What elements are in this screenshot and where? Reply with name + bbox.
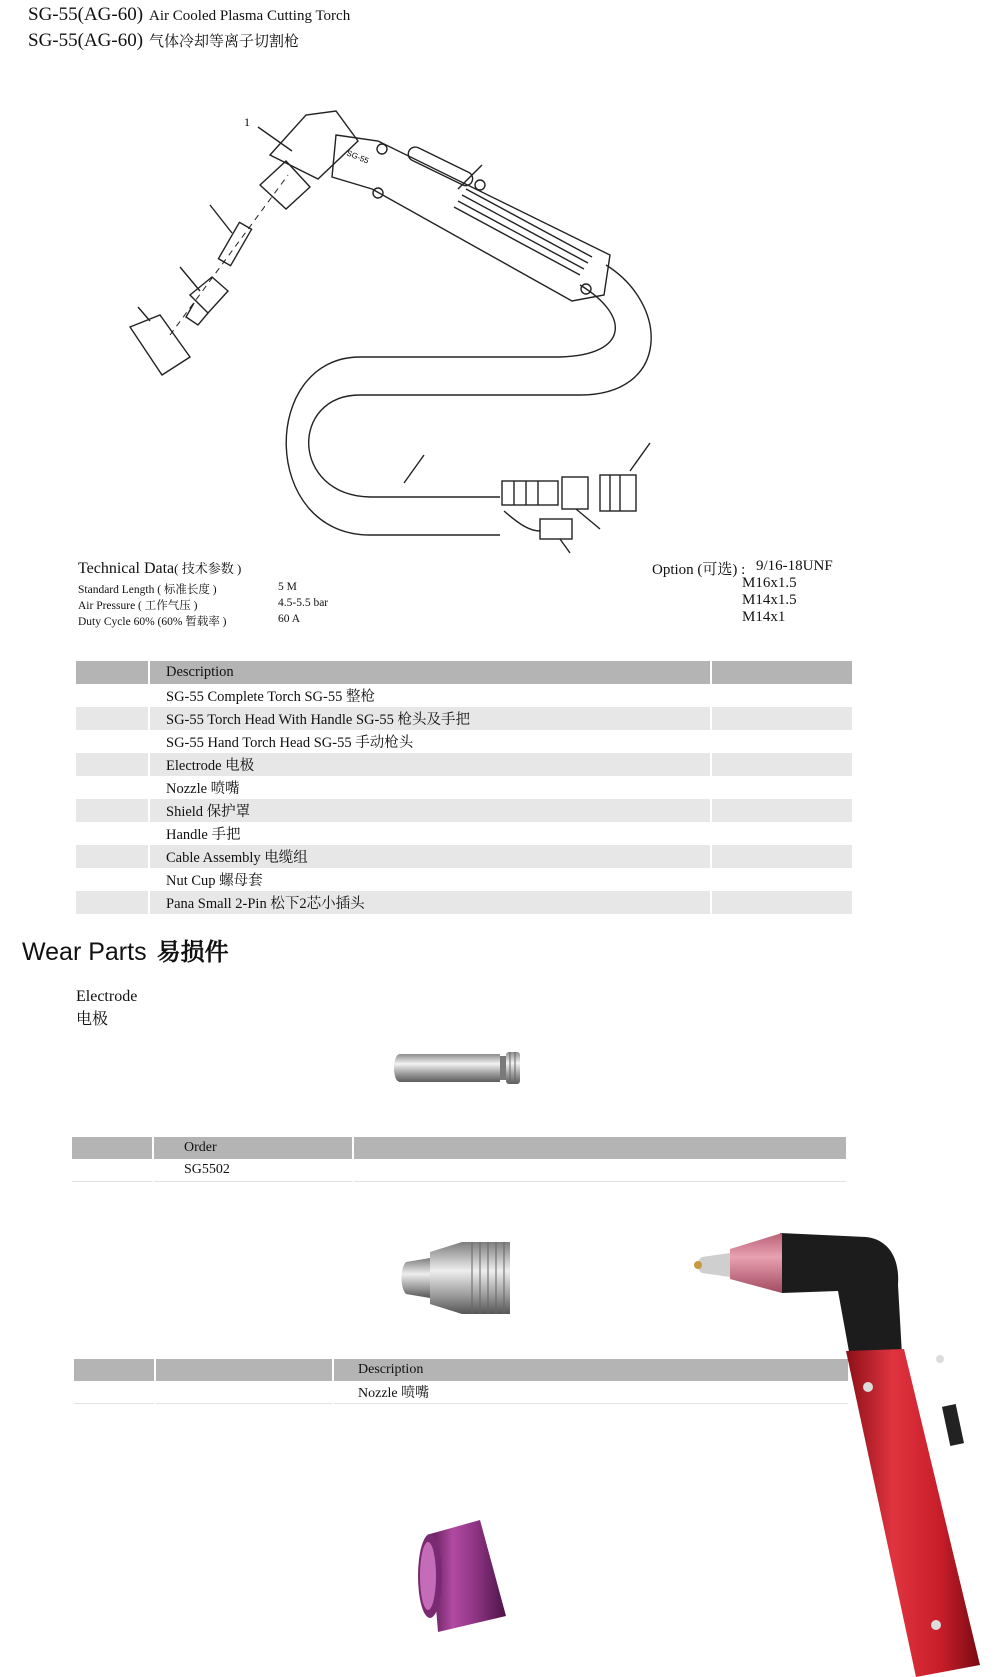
tech-row-value: 4.5-5.5 bar [278, 597, 329, 609]
parts-table-header: Description [149, 661, 711, 684]
tech-row-label: Standard Length ( 标准长度 ) [78, 584, 217, 596]
table-row [76, 730, 853, 753]
table-row [76, 684, 853, 707]
parts-table-header-row [76, 661, 853, 684]
torch-exploded-diagram [110, 105, 730, 625]
title-model: SG-55(AG-60) [28, 4, 144, 25]
title-line-english [28, 4, 350, 26]
option-value: M14x1 [742, 609, 786, 625]
electrode-image [390, 1048, 530, 1088]
diagram-connector [502, 481, 558, 505]
table-row [76, 799, 853, 822]
table-cell: Cable Assembly 电缆组 [149, 845, 711, 868]
electrode-label-en: Electrode [76, 988, 138, 1005]
table-row [76, 822, 853, 845]
electrode-label-cn: 电极 [76, 1011, 109, 1028]
order-table-cell: SG5502 [153, 1159, 353, 1182]
order-table-header: Order [153, 1137, 353, 1159]
wear-parts-title-cn: 易损件 [156, 938, 229, 966]
diagram-electrode [218, 222, 251, 265]
title-model-cn: SG-55(AG-60) [28, 30, 144, 51]
red-torch-image [690, 1225, 990, 1677]
table-cell: SG-55 Torch Head With Handle SG-55 枪头及手把 [149, 707, 711, 730]
option-value: M16x1.5 [742, 575, 797, 591]
table-cell: SG-55 Complete Torch SG-55 整枪 [149, 684, 711, 707]
shield-cup-image [408, 1516, 508, 1634]
nozzle-image [400, 1240, 516, 1316]
title-text-en: Air Cooled Plasma Cutting Torch [149, 8, 351, 24]
order-table [72, 1137, 848, 1182]
diagram-nut-cup [600, 475, 636, 511]
table-cell: Nozzle 喷嘴 [149, 776, 711, 799]
diagram-handle [332, 135, 610, 301]
nozzle-table-cell: Nozzle 喷嘴 [333, 1381, 849, 1404]
tech-row-value: 5 M [278, 581, 297, 593]
electrode-label [76, 985, 137, 1031]
diagram-callout-1: 1 [244, 115, 250, 129]
diagram-shield-cup [130, 315, 190, 375]
table-cell: Pana Small 2-Pin 松下2芯小插头 [149, 891, 711, 914]
diagram-nozzle [190, 277, 228, 313]
table-cell: Nut Cup 螺母套 [149, 868, 711, 891]
tech-row-label: Air Pressure ( 工作气压 ) [78, 600, 198, 612]
table-cell: Electrode 电极 [149, 753, 711, 776]
table-cell: Handle 手把 [149, 822, 711, 845]
table-cell: Shield 保护罩 [149, 799, 711, 822]
title-line-chinese [28, 30, 299, 52]
table-row [72, 1159, 847, 1182]
table-row [76, 845, 853, 868]
tech-row-value: 60 A [278, 613, 301, 625]
title-text-cn: 气体冷却等离子切割枪 [149, 34, 300, 50]
technical-data-heading [78, 558, 241, 578]
nozzle-table-header: Description [333, 1359, 849, 1381]
diagram-2pin-plug [540, 519, 572, 539]
table-row [76, 707, 853, 730]
table-row [76, 891, 853, 914]
option-value: M14x1.5 [742, 592, 797, 608]
table-cell: SG-55 Hand Torch Head SG-55 手动枪头 [149, 730, 711, 753]
parts-table [76, 661, 854, 914]
tech-row-label: Duty Cycle 60% (60% 暂载率 ) [78, 616, 227, 628]
technical-heading-en: Technical Data [78, 560, 175, 577]
table-row [76, 753, 853, 776]
wear-parts-heading [22, 932, 229, 967]
diagram-body-label: SG-55 [345, 148, 371, 166]
table-row [76, 776, 853, 799]
wear-parts-title: Wear Parts [22, 938, 147, 966]
table-row [76, 868, 853, 891]
option-label: Option (可选) : [652, 562, 746, 578]
technical-heading-cn: ( 技术参数 ) [174, 561, 242, 576]
option-value: 9/16-18UNF [756, 558, 833, 574]
